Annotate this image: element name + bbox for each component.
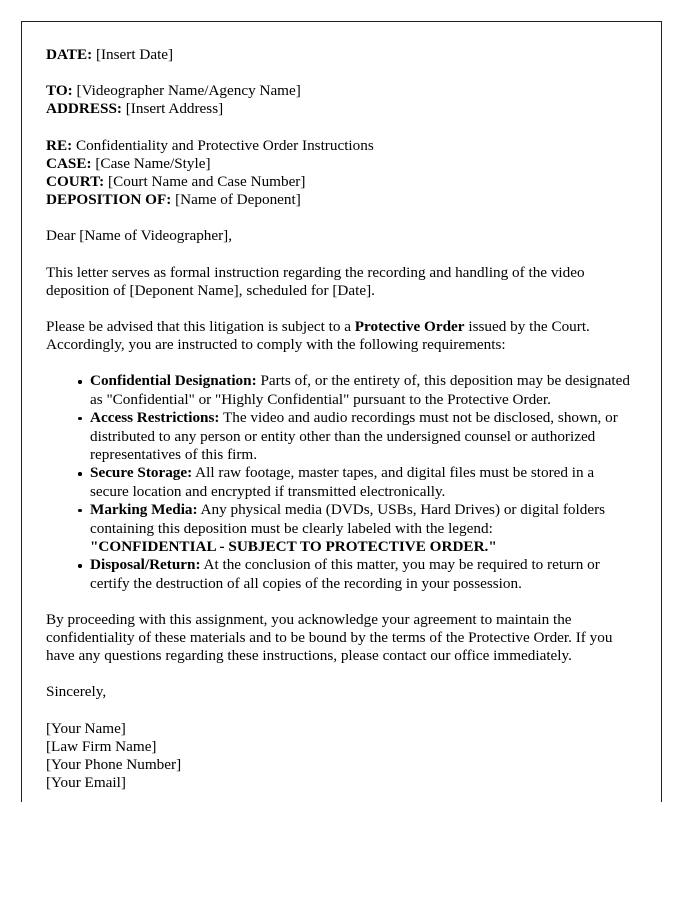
matter-block	[46, 137, 635, 210]
confidential-legend: "CONFIDENTIAL - SUBJECT TO PROTECTIVE ORDER."	[90, 537, 497, 555]
salutation: Dear [Name of Videographer],	[46, 227, 233, 245]
re-label: RE:	[46, 136, 73, 154]
list-item	[46, 409, 635, 464]
requirement-text: All raw footage, master tapes, and digital files must be stored in a secure location and encrypted if transmitted electronically.	[90, 464, 595, 500]
case-line	[46, 155, 635, 173]
signer-phone: [Your Phone Number]	[46, 756, 182, 774]
requirement-term: Confidential Designation:	[90, 372, 257, 390]
address-line	[46, 100, 635, 118]
re-line	[46, 137, 635, 155]
date-label: DATE:	[46, 46, 93, 63]
signer-email: [Your Email]	[46, 774, 126, 792]
document-page	[21, 21, 662, 802]
sign-off: Sincerely,	[46, 683, 107, 701]
protective-order-emphasis: Protective Order	[354, 318, 465, 336]
advisory-text-before: Please be advised that this litigation is subject to a	[46, 318, 355, 336]
to-label: TO:	[46, 82, 73, 100]
law-firm-name: [Law Firm Name]	[46, 737, 157, 755]
list-item	[46, 372, 635, 408]
requirement-term: Disposal/Return:	[90, 556, 201, 574]
address-value: [Insert Address]	[125, 100, 224, 118]
court-value: [Court Name and Case Number]	[108, 173, 306, 191]
requirement-text: Parts of, or the entirety of, this deposition may be designated as "Confidential" or "Highly Confidential" pursuant to the Protective Order.	[90, 372, 630, 408]
to-line	[46, 82, 635, 100]
list-item	[46, 464, 635, 500]
signature-block	[46, 720, 635, 793]
list-item	[46, 556, 635, 592]
advisory-paragraph	[46, 318, 635, 354]
document-body	[22, 22, 661, 793]
requirement-text: At the conclusion of this matter, you may be required to return or certify the destruction of all copies of the recording in your possession.	[90, 556, 600, 592]
re-value: Confidentiality and Protective Order Instructions	[75, 136, 374, 154]
requirement-text: Any physical media (DVDs, USBs, Hard Drives) or digital folders containing this deposition must be clearly labeled with the legend:	[90, 501, 606, 537]
requirement-text: The video and audio recordings must not be disclosed, shown, or distributed to any person or entity other than the undersigned counsel or authorized representatives of this firm.	[90, 409, 618, 463]
requirements-list	[46, 372, 635, 592]
deposition-of-line	[46, 191, 635, 209]
date-line	[46, 46, 635, 64]
list-item	[46, 501, 635, 556]
to-value: [Videographer Name/Agency Name]	[76, 82, 301, 100]
court-line	[46, 173, 635, 191]
deposition-of-value: [Name of Deponent]	[175, 191, 301, 209]
recipient-block	[46, 82, 635, 118]
date-block	[46, 46, 635, 64]
letter-content	[46, 46, 635, 793]
requirement-term: Secure Storage:	[90, 464, 193, 482]
court-label: COURT:	[46, 173, 105, 191]
date-value: [Insert Date]	[95, 46, 174, 63]
requirement-term: Marking Media:	[90, 501, 198, 519]
requirement-term: Access Restrictions:	[90, 409, 220, 427]
case-value: [Case Name/Style]	[95, 154, 211, 172]
address-label: ADDRESS:	[46, 100, 122, 118]
case-label: CASE:	[46, 154, 92, 172]
intro-paragraph: This letter serves as formal instruction regarding the recording and handling of the video deposition of [Deponent Name], scheduled for [Date].	[46, 263, 585, 299]
signer-name: [Your Name]	[46, 719, 126, 737]
closing-paragraph: By proceeding with this assignment, you acknowledge your agreement to maintain the confidentiality of these materials and to be bound by the terms of the Protective Order. If you have any questions regarding these instructions, please contact our office immediately.	[46, 610, 613, 665]
deposition-of-label: DEPOSITION OF:	[46, 191, 172, 209]
advisory-text-after: issued by the Court. Accordingly, you are instructed to comply with the following requirements:	[46, 318, 590, 354]
